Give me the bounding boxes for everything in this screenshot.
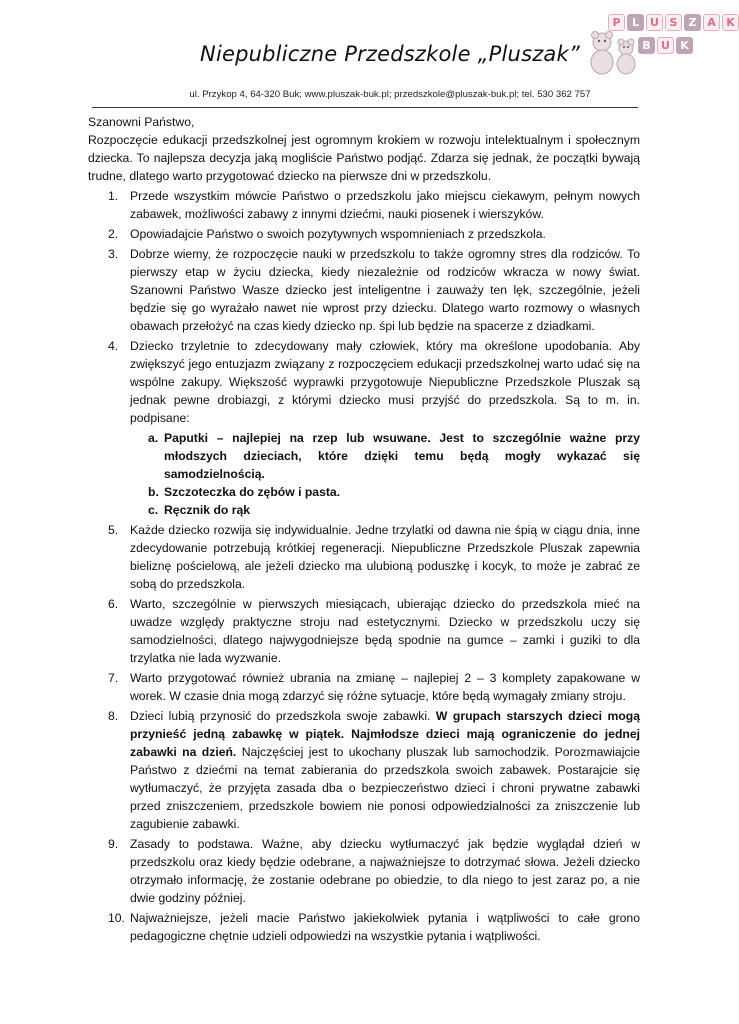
item-text: Dziecko trzyletnie to zdecydowany mały człowiek, który ma określone upodobania. Aby zwiększyć jego entuzjazm związany z rozpoczęciem edukacji przedszkolnej warto udać się na wspólne zakupy. Większość wyprawki przygotowuje Niepubliczne Przedszkole Pluszak są jednak pewne drobiazgi, z którymi dziecko musi przyjść do przedszkola. Są to m. in. podpisane: [130,339,640,425]
item-text: Każde dziecko rozwija się indywidualnie. Jedne trzylatki od dawna nie śpią w ciągu dnia, inne zdecydowanie potrzebują krótkiej regeneracji. Niepubliczne Przedszkole Pluszak zapewnia bieliznę pościelową, ale jeżeli dziecko ma ulubioną poduszkę i kocyk, to może je zabrać ze sobą do przedszkola. [130,523,640,591]
sub-item-text: Szczoteczka do zębów i pasta. [164,485,341,499]
sub-item-letter: c. [148,503,159,517]
list-item [88,225,640,243]
sub-list-item [130,429,640,483]
item-text: Przede wszystkim mówcie Państwo o przedszkolu jako miejscu ciekawym, pełnym nowych zabawek, możliwości zabawy z innymi dziećmi, nauki piosenek i wierszyków. [130,189,640,221]
logo-word-pluszak: P L U S Z A K [608,14,739,31]
item-number: 3. [108,247,119,261]
item-text: Zasady to podstawa. Ważne, aby dziecku wytłumaczyć jak będzie wyglądał dzień w przedszkolu oraz kiedy będzie odebrane, a najważniejsze to dotrzymać słowa. Jeżeli dziecko otrzymało informację, że zostanie odebrane po obiedzie, to dla niego to jest zaraz po, a nie dwie godziny później. [130,837,640,905]
item-text-plain: Dzieci lubią przynosić do przedszkola swoje zabawki. [130,709,436,723]
school-address: ul. Przykop 4, 64-320 Buk; www.pluszak-buk.pl; przedszkole@pluszak-buk.pl; tel. 530 362 757 [189,89,591,100]
list-item [88,521,640,593]
sub-item-letter: b. [148,485,159,499]
item-text-plain-end: Najczęściej jest to ukochany pluszak lub samochodzik. Porozmawiajcie Państwo z dziećmi na temat zabierania do przedszkola swoich zabawek. Postarajcie się wytłumaczyć, że przyjęta zasada dba o bezpieczeństwo dzieci i chroni prywatne zabawki przed zniszczeniem, przedszkole bowiem nie ponosi odpowiedzialności za zniszczenie lub zagubienie zabawki. [130,745,640,831]
item-number: 8. [108,709,119,723]
item-text: Warto przygotować również ubrania na zmianę – najlepiej 2 – 3 komplety zapakowane w worek. W czasie dnia mogą zdarzyć się różne sytuacje, które będą wymagały zmiany stroju. [130,671,640,703]
logo-word-buk: B U K [638,37,693,54]
sub-item-letter: a. [148,431,159,445]
list-item [88,669,640,705]
letter-body [88,113,640,945]
list-item [88,245,640,335]
item-number: 10. [108,911,125,925]
item-number: 5. [108,523,119,537]
sub-list-item [130,483,640,501]
supplies-list [130,429,640,519]
item-text: Dobrze wiemy, że rozpoczęcie nauki w przedszkolu to także ogromny stres dla rodziców. To pierwszy etap w życiu dziecka, kiedy niezależnie od rodziców wkracza w nowy świat. Szanowni Państwo Wasze dziecko jest inteligentne i zauważy ten lęk, szczególnie, jeżeli będzie się go wyrażało nawet nie wprost przy dziecku. Dlatego warto rozmowy o własnych obawach przełożyć na czas kiedy dziecko np. śpi lub będzie na spacerze z dziadkami. [130,247,640,333]
item-text: Opowiadajcie Państwo o swoich pozytywnych wspomnieniach z przedszkola. [130,227,546,241]
list-item [88,707,640,833]
item-number: 1. [108,189,119,203]
header-divider [92,107,638,108]
sub-item-text: Paputki – najlepiej na rzep lub wsuwane. Jest to szczególnie ważne przy młodszych dzieciach, które dzięki temu będą mogły wykazać się samodzielnością. [164,431,640,481]
item-text: Najważniejsze, jeżeli macie Państwo jakiekolwiek pytania i wątpliwości to całe grono pedagogiczne chętnie udzieli odpowiedzi na wszystkie pytania i wątpliwości. [130,911,640,943]
advice-list [88,187,640,945]
salutation: Szanowni Państwo, [88,115,195,129]
item-text: Warto, szczególnie w pierwszych miesiącach, ubierając dziecko do przedszkola mieć na uwadze względy praktyczne stroju nad estetycznymi. Dziecko w przedszkolu uczy się samodzielności, dlatego najwygodniejsze będą spodnie na gumce – zamki i guziki to dla trzylatka nie lada wyzwanie. [130,597,640,665]
item-number: 2. [108,227,119,241]
list-item [88,187,640,223]
item-number: 6. [108,597,119,611]
list-item [88,595,640,667]
list-item [88,337,640,519]
intro-paragraph: Rozpoczęcie edukacji przedszkolnej jest ogromnym krokiem w rozwoju intelektualnym i społecznym dziecka. To najlepsza decyzja jaką mogliście Państwo podjąć. Zdarza się jednak, że początki bywają trudne, dlatego warto przygotować dziecko na pierwsze dni w przedszkolu. [88,133,640,183]
item-number: 7. [108,671,119,685]
item-number: 4. [108,339,119,353]
sub-list-item [130,501,640,519]
item-text-bold: W grupach starszych dzieci mogą przynieść jedną zabawkę w piątek. Najmłodsze dzieci mają ograniczenie do jednej zabawki na dzień. [130,709,640,759]
sub-item-text: Ręcznik do rąk [164,503,251,517]
list-item [88,835,640,907]
list-item [88,909,640,945]
item-number: 9. [108,837,119,851]
school-title: Niepubliczne Przedszkole „Pluszak” [200,42,580,66]
